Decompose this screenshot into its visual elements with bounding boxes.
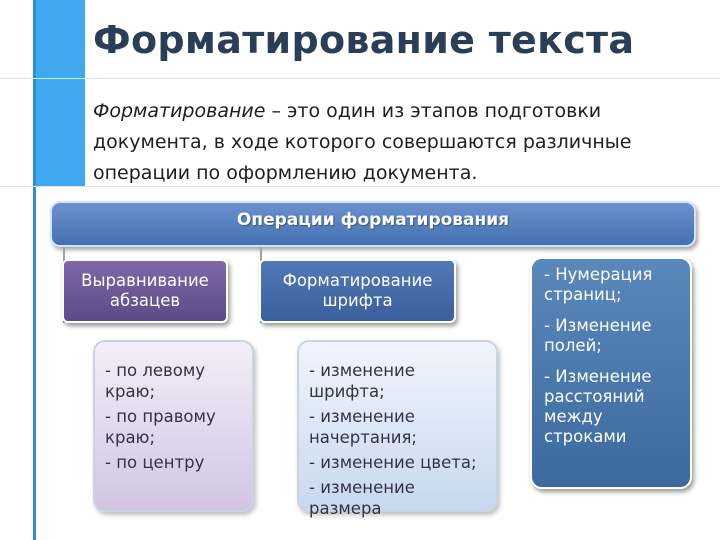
list-item: - по центру [105,453,205,472]
list-item: - Нумерация страниц; [544,265,653,304]
list-item: - Изменение полей; [544,316,652,355]
list-item: - Изменение расстояний между строками [544,367,652,446]
list-item: - изменение цвета; [309,453,477,472]
definition-term: Форматирование [93,100,266,122]
paragraph-alignment-header [62,259,228,323]
definition-text [93,96,703,189]
paragraph-alignment-title: Выравнивание абзацев [81,271,209,310]
slide-title: Форматирование текста [93,18,635,62]
list-item: - изменение начертания; [309,407,417,447]
list-item: - изменение размера [309,478,415,518]
page-operations-box [530,257,692,489]
definition-rest: – это один из этапов подготовки документа, в ходе которого совершаются различные операции по оформлению документа. [93,100,632,184]
paragraph-alignment-list [93,340,254,512]
root-box [50,201,696,247]
list-item: - по левому краю; [105,361,206,401]
grid-line-1 [0,78,720,79]
list-item: - изменение шрифта; [309,361,415,401]
side-bar-edge [33,0,36,540]
font-formatting-list [297,340,498,518]
root-label: Операции форматирования [236,210,510,230]
font-formatting-title: Форматирование шрифта [282,271,433,310]
font-formatting-header [259,259,456,323]
list-item: - по правому краю; [105,407,216,447]
